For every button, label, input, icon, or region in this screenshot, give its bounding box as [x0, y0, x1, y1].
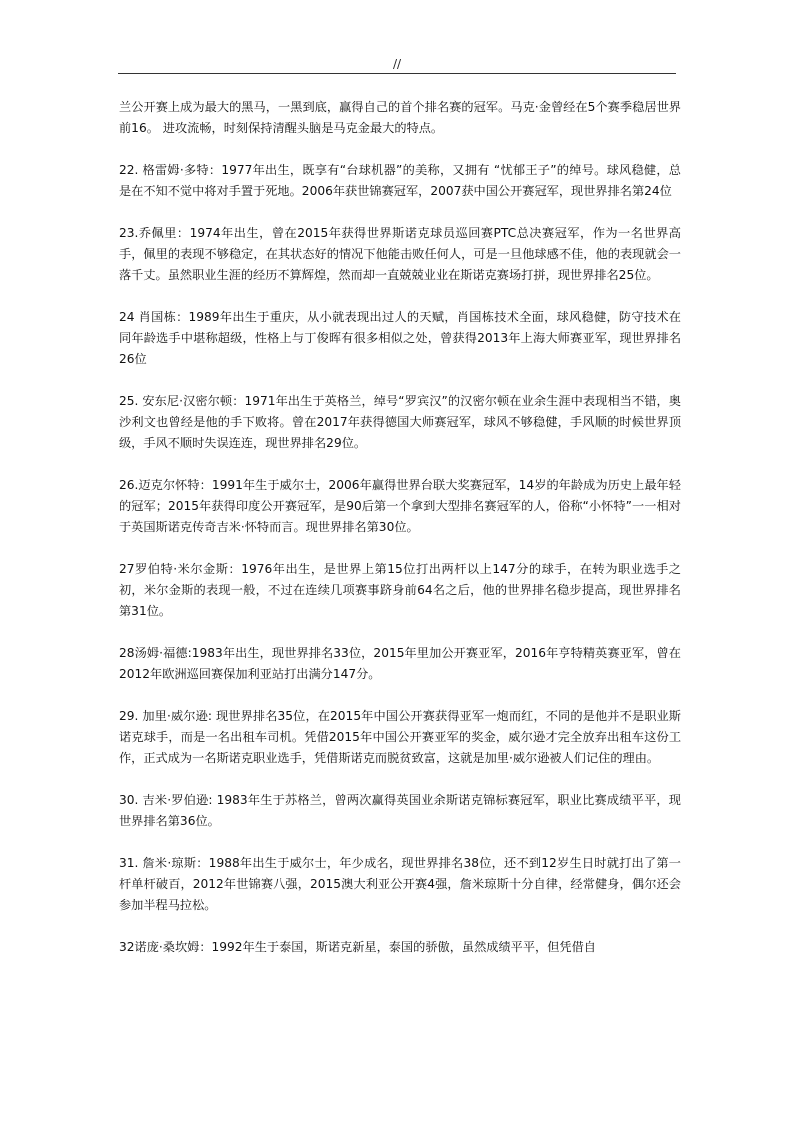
paragraph-32-saengkham: 32诺庞·桑坎姆：1992年生于泰国，斯诺克新星，泰国的骄傲，虽然成绩平平，但凭借自 [119, 940, 596, 954]
paragraph-27-milkins: 27罗伯特·米尔金斯：1976年出生，是世界上第15位打出两杆以上147分的球手，在转为职业选手之初，米尔金斯的表现一般，不过在连续几项赛事跻身前64名之后，他的世界排名稳步提高，现世界排名第31位。 [119, 562, 681, 618]
paragraph-23-perry: 23.乔佩里：1974年出生，曾在2015年获得世界斯诺克球员巡回赛PTC总决赛冠军，作为一名世界高手，佩里的表现不够稳定，在其状态好的情况下他能击败任何人，可是一旦他球感不佳，他的表现就会一落千丈。虽然职业生涯的经历不算辉煌，然而却一直兢兢业业在斯诺克赛场打拼，现世界排名25位。 [119, 226, 681, 282]
paragraph-continuation: 兰公开赛上成为最大的黑马，一黑到底，赢得自己的首个排名赛的冠军。马克·金曾经在5个赛季稳居世界前16。 进攻流畅，时刻保持清醒头脑是马克金最大的特点。 [119, 100, 681, 135]
header-rule [118, 73, 676, 74]
paragraph-30-robertson: 30. 吉米·罗伯逊: 1983年生于苏格兰，曾两次赢得英国业余斯诺克锦标赛冠军，职业比赛成绩平平，现世界排名第36位。 [119, 793, 681, 828]
page-header-mark: // [392, 57, 402, 71]
paragraph-24-xiao: 24 肖国栋：1989年出生于重庆，从小就表现出过人的天赋，肖国栋技术全面，球风稳健，防守技术在同年龄选手中堪称超级，性格上与丁俊晖有很多相似之处，曾获得2013年上海大师赛亚军，现世界排名26位 [119, 310, 681, 366]
paragraph-28-ford: 28汤姆·福德:1983年出生，现世界排名33位，2015年里加公开赛亚军，2016年亨特精英赛亚军，曾在2012年欧洲巡回赛保加利亚站打出满分147分。 [119, 646, 681, 681]
paragraph-31-jones: 31. 詹米·琼斯：1988年出生于威尔士，年少成名，现世界排名38位，还不到12岁生日时就打出了第一杆单杆破百，2012年世锦赛八强，2015澳大利亚公开赛4强，詹米琼斯十分自律，经常健身，偶尔还会参加半程马拉松。 [119, 856, 681, 912]
paragraph-25-hamilton: 25. 安东尼·汉密尔顿：1971年出生于英格兰，绰号“罗宾汉”的汉密尔顿在业余生涯中表现相当不错，奥沙利文也曾经是他的手下败将。曾在2017年获得德国大师赛冠军，球风不够稳健，手风顺的时候世界顶级，手风不顺时失误连连，现世界排名29位。 [119, 394, 681, 450]
paragraph-22-dott: 22. 格雷姆·多特：1977年出生，既享有“台球机器”的美称，又拥有 “忧郁王子”的绰号。球风稳健，总是在不知不觉中将对手置于死地。2006年获世锦赛冠军，2007获中国公开赛冠军，现世界排名第24位 [119, 163, 681, 198]
body-text [119, 97, 681, 979]
paragraph-29-wilson: 29. 加里·威尔逊: 现世界排名35位，在2015年中国公开赛获得亚军一炮而红，不同的是他并不是职业斯诺克球手，而是一名出租车司机。凭借2015年中国公开赛亚军的奖金，威尔逊才完全放弃出租车这份工作，正式成为一名斯诺克职业选手，凭借斯诺克而脱贫致富，这就是加里·威尔逊被人们记住的理由。 [119, 709, 681, 765]
paragraph-26-white: 26.迈克尔怀特：1991年生于威尔士，2006年赢得世界台联大奖赛冠军，14岁的年龄成为历史上最年轻的冠军；2015年获得印度公开赛冠军，是90后第一个拿到大型排名赛冠军的人，俗称“小怀特”一一相对于英国斯诺克传奇吉米·怀特而言。现世界排名第30位。 [119, 478, 681, 534]
